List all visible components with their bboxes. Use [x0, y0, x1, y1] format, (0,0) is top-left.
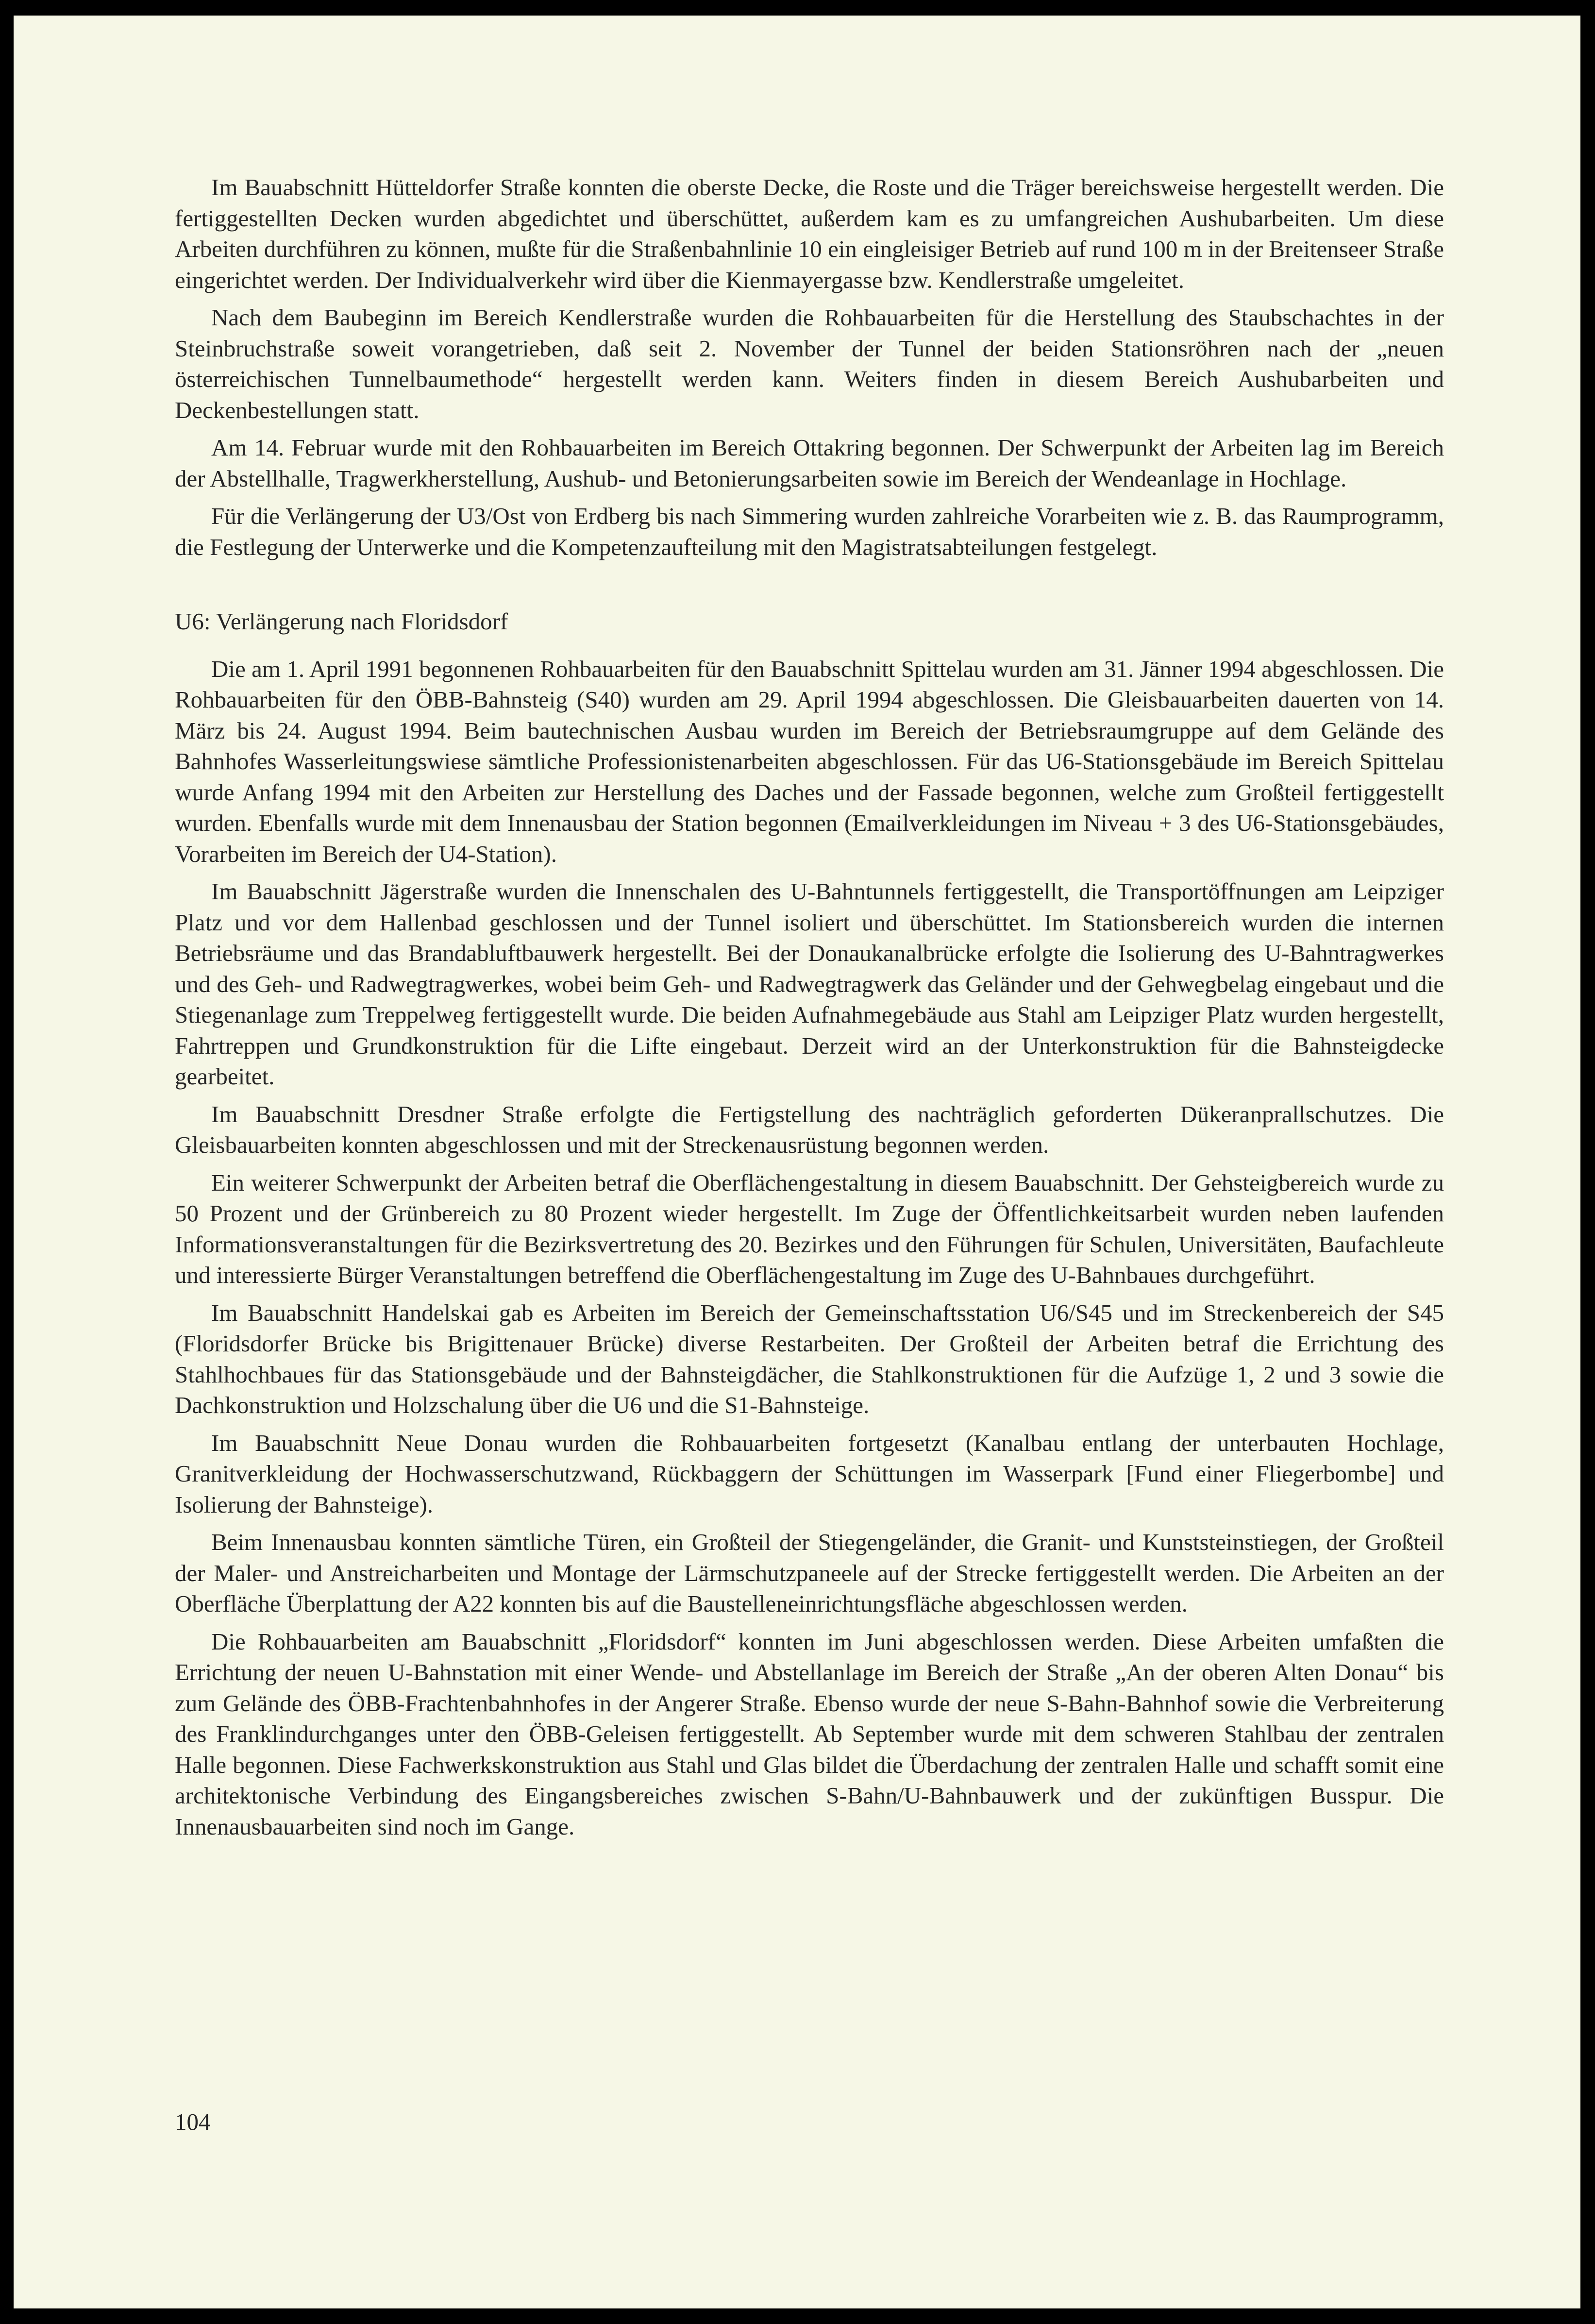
paragraph-huetteldorfer-strasse: Im Bauabschnitt Hütteldorfer Straße konnten die oberste Decke, die Roste und die Träger bereichsweise hergestellt werden. Die fertiggestellten Decken wurden abgedichtet und überschüttet, außerdem kam es zu umfangreichen Aushubarbeiten. Um diese Arbeiten durchführen zu können, mußte für die Straßenbahnlinie 10 ein eingleisiger Betrieb auf rund 100 m in der Breitenseer Straße eingerichtet werden. Der Individualverkehr wird über die Kienmayergasse bzw. Kendlerstraße umgeleitet.: [175, 174, 1444, 293]
paragraph-neue-donau: Im Bauabschnitt Neue Donau wurden die Rohbauarbeiten fortgesetzt (Kanalbau entlang der unterbauten Hochlage, Granitverkleidung der Hochwasserschutzwand, Rückbaggern der Schüttungen im Wasserpark [Fund einer Fliegerbombe] und Isolierung der Bahnsteige).: [175, 1429, 1444, 1518]
paragraph-innenausbau: Beim Innenausbau konnten sämtliche Türen, ein Großteil der Stiegengeländer, die Granit- und Kunststeinstiegen, der Großteil der Maler- und Anstreicharbeiten und Montage der Lärmschutzpaneele auf der Strecke fertiggestellt werden. Die Arbeiten an der Oberfläche Überplattung der A22 konnten bis auf die Baustelleneinrichtungsfläche abgeschlossen werden.: [175, 1529, 1444, 1617]
page-number: 104: [175, 2108, 211, 2135]
paragraph-oberflaechengestaltung: Ein weiterer Schwerpunkt der Arbeiten betraf die Oberflächengestaltung in diesem Bauabschnitt. Der Gehsteigbereich wurde zu 50 Prozent und der Grünbereich zu 80 Prozent wieder hergestellt. Im Zuge der Öffentlichkeitsarbeit wurden neben laufenden Informationsveranstaltungen für die Bezirksvertretung des 20. Bezirkes und den Führungen für Schulen, Universitäten, Baufachleute und interessierte Bürger Veranstaltungen betreffend die Oberflächengestaltung im Zuge des U-Bahnbaues durchgeführt.: [175, 1169, 1444, 1288]
paragraph-spittelau: Die am 1. April 1991 begonnenen Rohbauarbeiten für den Bauabschnitt Spittelau wurden am 31. Jänner 1994 abgeschlossen. Die Rohbauarbeiten für den ÖBB-Bahnsteig (S40) wurden am 29. April 1994 abgeschlossen. Die Gleisbauarbeiten dauerten von 14. März bis 24. August 1994. Beim bautechnischen Ausbau wurden im Bereich der Betriebsraumgruppe auf dem Gelände des Bahnhofes Wasserleitungswiese sämtliche Professionistenarbeiten abgeschlossen. Für das U6-Stationsgebäude im Bereich Spittelau wurde Anfang 1994 mit den Arbeiten zur Herstellung des Daches und der Fassade begonnen, welche zum Großteil fertiggestellt wurden. Ebenfalls wurde mit dem Innenausbau der Station begonnen (Emailverkleidungen im Niveau + 3 des U6-Stationsgebäudes, Vorarbeiten im Bereich der U4-Station).: [175, 655, 1444, 867]
paragraph-kendlerstrasse: Nach dem Baubeginn im Bereich Kendlerstraße wurden die Rohbauarbeiten für die Herstellung des Staubschachtes in der Steinbruchstraße soweit vorangetrieben, daß seit 2. November der Tunnel der beiden Stationsröhren nach der „neuen österreichischen Tunnelbaumethode“ hergestellt werden kann. Weiters finden in diesem Bereich Aushubarbeiten und Deckenbestellungen statt.: [175, 304, 1444, 423]
paragraph-u3-ost: Für die Verlängerung der U3/Ost von Erdberg bis nach Simmering wurden zahlreiche Vorarbeiten wie z. B. das Raumprogramm, die Festlegung der Unterwerke und die Kompetenzaufteilung mit den Magistratsabteilungen festgelegt.: [175, 503, 1444, 560]
section-heading-u6: U6: Verlängerung nach Floridsdorf: [175, 608, 508, 635]
page-body: [175, 172, 1444, 1849]
paragraph-handelskai: Im Bauabschnitt Handelskai gab es Arbeiten im Bereich der Gemeinschaftsstation U6/S45 und im Streckenbereich der S45 (Floridsdorfer Brücke bis Brigittenauer Brücke) diverse Restarbeiten. Der Großteil der Arbeiten betraf die Errichtung des Stahlhochbaues für das Stationsgebäude und der Bahnsteigdächer, die Stahlkonstruktionen für die Aufzüge 1, 2 und 3 sowie die Dachkonstruktion und Holzschalung über die U6 und die S1-Bahnsteige.: [175, 1299, 1444, 1418]
paragraph-dresdner-strasse: Im Bauabschnitt Dresdner Straße erfolgte die Fertigstellung des nachträglich geforderten Dükeranprallschutzes. Die Gleisbauarbeiten konnten abgeschlossen und mit der Streckenausrüstung begonnen werden.: [175, 1100, 1444, 1158]
paragraph-jaegerstrasse: Im Bauabschnitt Jägerstraße wurden die Innenschalen des U-Bahntunnels fertiggestellt, die Transportöffnungen am Leipziger Platz und vor dem Hallenbad geschlossen und der Tunnel isoliert und überschüttet. Im Stationsbereich wurden die internen Betriebsräume und das Brandabluftbauwerk hergestellt. Bei der Donaukanalbrücke erfolgte die Isolierung des U-Bahntragwerkes und des Geh- und Radwegtragwerkes, wobei beim Geh- und Radwegtragwerk das Geländer und der Gehwegbelag eingebaut und die Stiegenanlage zum Treppelweg fertiggestellt wurde. Die beiden Aufnahmegebäude aus Stahl am Leipziger Platz wurden hergestellt, Fahrtreppen und Grundkonstruktion für die Lifte eingebaut. Derzeit wird an der Unterkonstruktion für die Bahnsteigdecke gearbeitet.: [175, 878, 1444, 1090]
paragraph-ottakring: Am 14. Februar wurde mit den Rohbauarbeiten im Bereich Ottakring begonnen. Der Schwerpunkt der Arbeiten lag im Bereich der Abstellhalle, Tragwerkherstellung, Aushub- und Betonierungsarbeiten sowie im Bereich der Wendeanlage in Hochlage.: [175, 434, 1444, 492]
document-page: [14, 16, 1580, 2308]
paragraph-floridsdorf: Die Rohbauarbeiten am Bauabschnitt „Floridsdorf“ konnten im Juni abgeschlossen werden. Diese Arbeiten umfaßten die Errichtung der neuen U-Bahnstation mit einer Wende- und Abstellanlage im Bereich der Straße „An der oberen Alten Donau“ bis zum Gelände des ÖBB-Frachtenbahnhofes in der Angerer Straße. Ebenso wurde der neue S-Bahn-Bahnhof sowie die Verbreiterung des Franklindurchganges unter den ÖBB-Geleisen fertiggestellt. Ab September wurde mit dem schweren Stahlbau der zentralen Halle begonnen. Diese Fachwerkskonstruktion aus Stahl und Glas bildet die Überdachung der zentralen Halle und schafft somit eine architektonische Verbindung des Eingangsbereiches zwischen S-Bahn/U-Bahnbauwerk und der zukünftigen Busspur. Die Innenausbauarbeiten sind noch im Gange.: [175, 1628, 1444, 1840]
